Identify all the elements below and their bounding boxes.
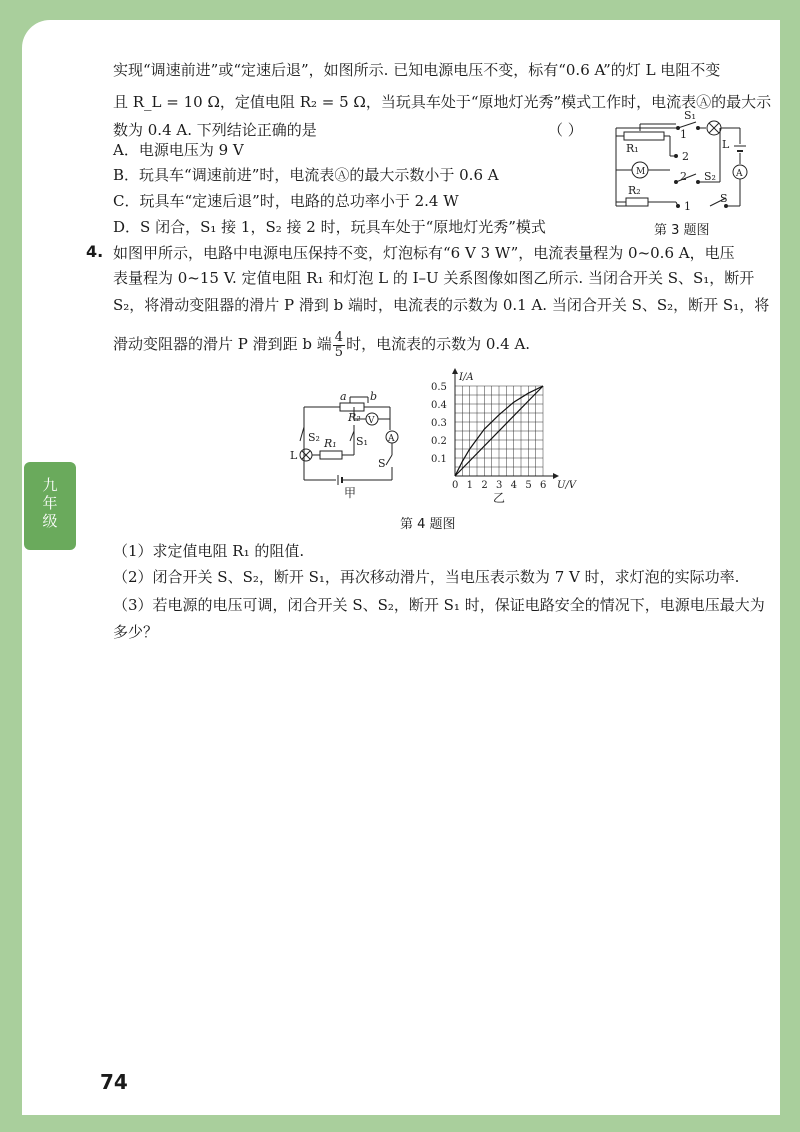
y-tick-label: 0.5 xyxy=(431,382,447,393)
q3-line-2: 且 R_L = 10 Ω，定值电阻 R₂ = 5 Ω，当玩具车处于“原地灯光秀”模式工作时，电流表Ⓐ的最大示 xyxy=(113,93,772,111)
label-r1: R₁ xyxy=(324,437,337,450)
q4-line-3: S₂，将滑动变阻器的滑片 P 滑到 b 端时，电流表的示数为 0.1 A. 当闭合开关 S、S₂，断开 S₁，将 xyxy=(113,296,770,314)
grade-tab-char: 九 xyxy=(42,476,58,494)
x-tick-label: 0 xyxy=(452,480,459,491)
grade-tab-char: 级 xyxy=(42,512,58,530)
y-tick-label: 0.2 xyxy=(431,436,447,447)
fraction-denominator: 5 xyxy=(334,344,344,360)
label-r1: R₁ xyxy=(626,142,639,155)
label-a: a xyxy=(340,390,347,403)
terminal-2-upper: 2 xyxy=(682,150,689,163)
q3-figure-caption: 第 3 题图 xyxy=(654,223,710,238)
label-r2: R₂ xyxy=(348,411,361,424)
x-tick-label: 1 xyxy=(466,480,474,491)
label-s2: S₂ xyxy=(308,431,320,444)
y-tick-label: 0.3 xyxy=(431,418,447,429)
y-axis-arrow xyxy=(452,368,458,374)
q3-line-3: 数为 0.4 A. 下列结论正确的是 xyxy=(113,121,317,139)
page-number: 74 xyxy=(100,1070,128,1094)
label-motor: M xyxy=(636,167,646,177)
q3-option-d: D．S 闭合，S₁ 接 1，S₂ 接 2 时，玩具车处于“原地灯光秀”模式 xyxy=(113,218,546,236)
q4-line-1: 如图甲所示，电路中电源电压保持不变，灯泡标有“6 V 3 W”，电流表量程为 0~0.6 A，电压 xyxy=(113,244,735,262)
label-r2: R₂ xyxy=(628,184,641,197)
chart-title: 乙 xyxy=(493,491,506,505)
q3-circuit-figure xyxy=(600,110,760,220)
q3-answer-blank: （ ） xyxy=(548,121,583,139)
q4-sub-question-2: （2）闭合开关 S、S₂，断开 S₁，再次移动滑片，当电压表示数为 7 V 时，求灯泡的实际功率. xyxy=(113,568,740,586)
q3-option-a: A．电源电压为 9 V xyxy=(113,141,244,159)
q4-line-4-pre: 滑动变阻器的滑片 P 滑到距 b 端 xyxy=(113,335,332,353)
terminal-1-upper: 1 xyxy=(680,128,687,141)
label-s1: S₁ xyxy=(684,109,696,122)
label-s: S xyxy=(378,457,386,470)
figure-jia-label: 甲 xyxy=(344,486,357,500)
terminal-1-lower: 1 xyxy=(684,200,691,213)
label-ammeter: A xyxy=(388,434,395,444)
q4-sub-question-3: （3）若电源的电压可调，闭合开关 S、S₂，断开 S₁ 时，保证电路安全的情况下，电源电压最大为 xyxy=(113,596,765,614)
q4-sub-question-3-cont: 多少？ xyxy=(113,623,159,641)
label-s2: S₂ xyxy=(704,170,716,183)
y-axis-label: I/A xyxy=(459,372,474,383)
q4-number: 4. xyxy=(86,242,104,261)
q3-line-1: 实现“调速前进”或“定速后退”，如图所示. 已知电源电压不变，标有“0.6 A”的灯 L 电阻不变 xyxy=(113,61,721,79)
grade-side-tab xyxy=(24,462,76,550)
q4-line-2: 表量程为 0~15 V. 定值电阻 R₁ 和灯泡 L 的 I–U 关系图像如图乙所示. 当闭合开关 S、S₁，断开 xyxy=(113,269,755,287)
fraction xyxy=(333,331,345,360)
q4-line-4 xyxy=(113,326,530,362)
x-tick-label: 6 xyxy=(540,480,547,491)
x-tick-label: 2 xyxy=(481,480,488,491)
y-tick-label: 0.1 xyxy=(431,454,447,465)
iu-chart xyxy=(420,368,590,503)
q4-line-4-post: 时，电流表的示数为 0.4 A. xyxy=(346,335,531,353)
grade-tab-char: 年 xyxy=(42,494,58,512)
label-voltmeter: V xyxy=(368,416,375,426)
x-axis-arrow xyxy=(553,473,559,479)
fraction-numerator: 4 xyxy=(334,329,344,345)
q3-option-b: B．玩具车“调速前进”时，电流表Ⓐ的最大示数小于 0.6 A xyxy=(113,166,499,184)
label-s: S xyxy=(720,192,728,205)
y-tick-label: 0.4 xyxy=(431,400,447,411)
label-s1: S₁ xyxy=(356,435,368,448)
x-tick-label: 3 xyxy=(496,480,503,491)
x-axis-label: U/V xyxy=(557,480,577,491)
label-lamp: L xyxy=(722,138,730,151)
q4-circuit-figure xyxy=(290,385,410,500)
terminal-2-lower: 2 xyxy=(680,170,687,183)
label-ammeter: A xyxy=(736,169,743,179)
q4-figure-caption: 第 4 题图 xyxy=(400,517,456,532)
x-tick-label: 4 xyxy=(510,480,518,491)
q3-option-c: C．玩具车“定速后退”时，电路的总功率小于 2.4 W xyxy=(113,192,459,210)
q4-sub-question-1: （1）求定值电阻 R₁ 的阻值. xyxy=(113,542,305,560)
label-b: b xyxy=(370,390,378,403)
label-lamp: L xyxy=(290,449,298,462)
x-tick-label: 5 xyxy=(525,480,532,491)
